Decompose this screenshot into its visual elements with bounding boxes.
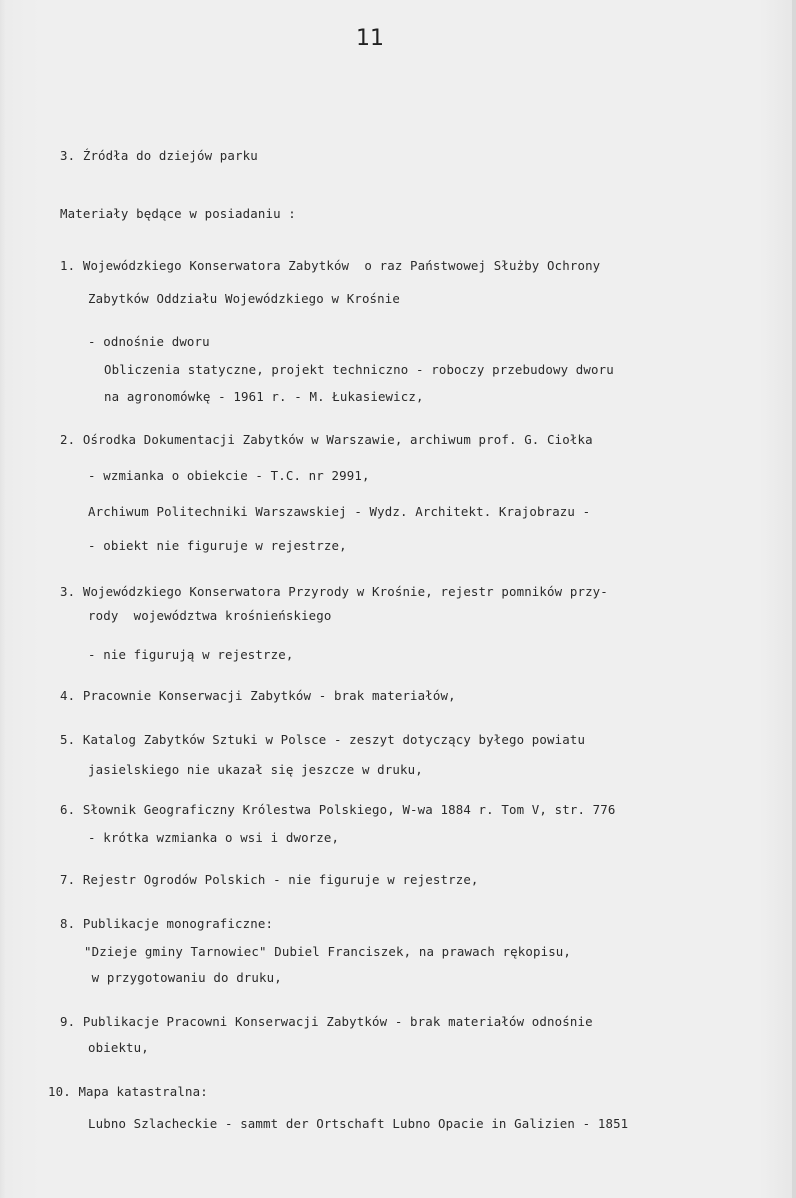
item-2-line-4: - obiekt nie figuruje w rejestrze,: [88, 538, 347, 553]
item-5-line-2: jasielskiego nie ukazał się jeszcze w druku,: [88, 762, 423, 777]
item-2-line-3: Archiwum Politechniki Warszawskiej - Wydz. Architekt. Krajobrazu -: [88, 504, 591, 519]
item-3-line-1: 3. Wojewódzkiego Konserwatora Przyrody w Krośnie, rejestr pomników przy-: [60, 584, 608, 599]
item-6-line-2: - krótka wzmianka o wsi i dworze,: [88, 830, 340, 845]
item-1-line-1: 1. Wojewódzkiego Konserwatora Zabytków o raz Państwowej Służby Ochrony: [60, 258, 601, 273]
section-heading: 3. Źródła do dziejów parku: [60, 148, 258, 163]
item-1-line-2: Zabytków Oddziału Wojewódzkiego w Krośnie: [88, 291, 401, 306]
item-10-line-1: 10. Mapa katastralna:: [48, 1084, 208, 1099]
item-8-line-1: 8. Publikacje monograficzne:: [60, 916, 274, 931]
item-5-line-1: 5. Katalog Zabytków Sztuki w Polsce - zeszyt dotyczący byłego powiatu: [60, 732, 586, 747]
item-9-line-2: obiektu,: [88, 1040, 149, 1055]
item-9-line-1: 9. Publikacje Pracowni Konserwacji Zabytków - brak materiałów odnośnie: [60, 1014, 593, 1029]
item-3-line-2: rody województwa krośnieńskiego: [88, 608, 332, 623]
item-2-line-2: - wzmianka o obiekcie - T.C. nr 2991,: [88, 468, 370, 483]
item-1-line-5: na agronomówkę - 1961 r. - M. Łukasiewicz,: [104, 389, 424, 404]
item-2-line-1: 2. Ośrodka Dokumentacji Zabytków w Warszawie, archiwum prof. G. Ciołka: [60, 432, 593, 447]
page-number: 11: [356, 26, 384, 51]
item-8-line-2: "Dzieje gminy Tarnowiec" Dubiel Franciszek, na prawach rękopisu,: [84, 944, 572, 959]
item-10-line-2: Lubno Szlacheckie - sammt der Ortschaft Lubno Opacie in Galizien - 1851: [88, 1116, 629, 1131]
item-1-line-3: - odnośnie dworu: [88, 334, 210, 349]
item-1-line-4: Obliczenia statyczne, projekt techniczno - roboczy przebudowy dworu: [104, 362, 614, 377]
intro-line: Materiały będące w posiadaniu :: [60, 206, 296, 221]
item-4-line-1: 4. Pracownie Konserwacji Zabytków - brak materiałów,: [60, 688, 456, 703]
item-3-line-3: - nie figurują w rejestrze,: [88, 647, 294, 662]
item-7-line-1: 7. Rejestr Ogrodów Polskich - nie figuruje w rejestrze,: [60, 872, 479, 887]
item-8-line-3: w przygotowaniu do druku,: [84, 970, 282, 985]
item-6-line-1: 6. Słownik Geograficzny Królestwa Polskiego, W-wa 1884 r. Tom V, str. 776: [60, 802, 616, 817]
page-edge: [792, 0, 796, 1198]
